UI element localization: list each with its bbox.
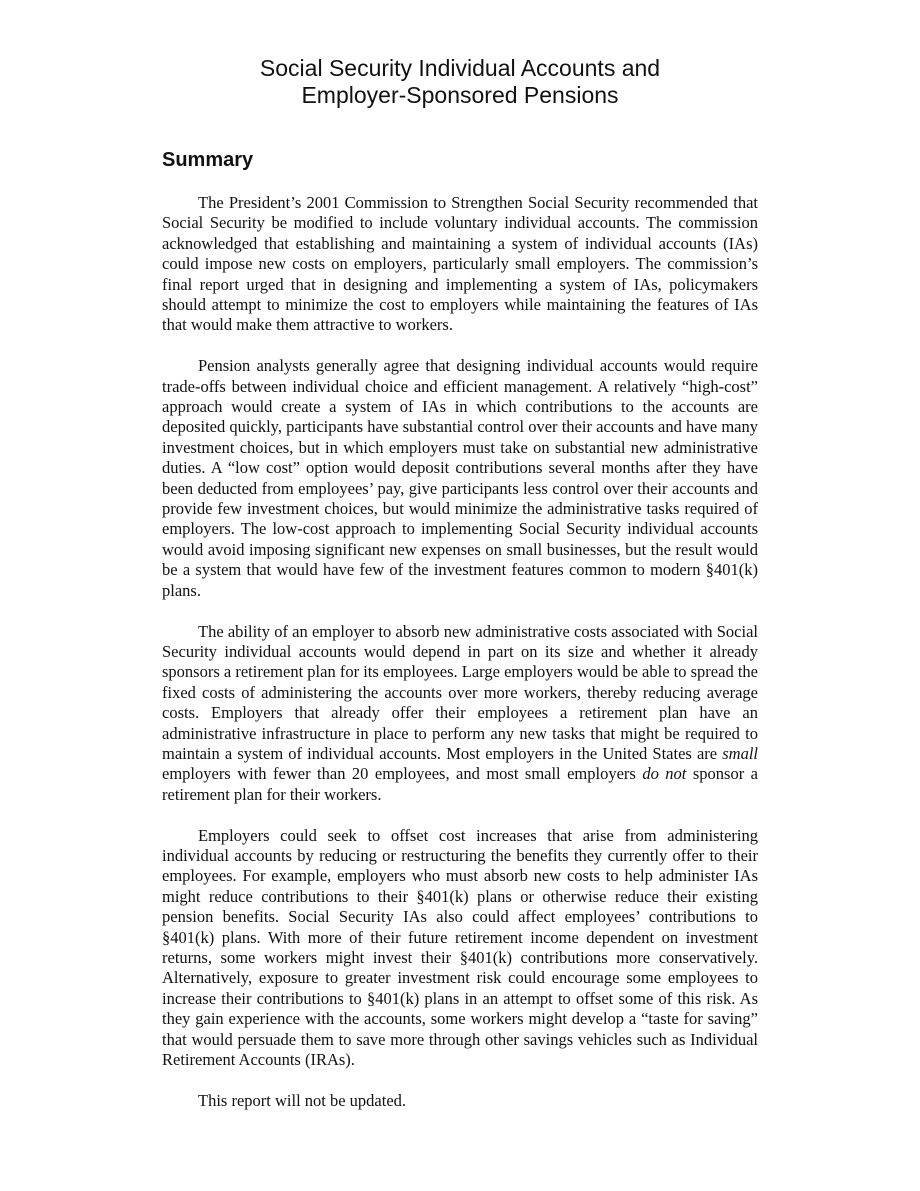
summary-paragraph-5: This report will not be updated.: [198, 1090, 407, 1110]
summary-paragraph-3: [162, 622, 758, 806]
section-heading-summary: Summary: [162, 149, 254, 171]
document-title: [140, 55, 780, 109]
summary-body: [162, 193, 758, 1132]
emphasis-small: small: [722, 743, 758, 763]
summary-paragraph-1: The President’s 2001 Commission to Strengthen Social Security recommended that Social Security be modified to include voluntary individual accounts. The commission acknowledged that establishing and maintaining a system of individual accounts (IAs) could impose new costs on employers, particularly small employers. The commission’s final report urged that in designing and implementing a system of IAs, policymakers should attempt to minimize the cost to employers while maintaining the features of IAs that would make them attractive to workers.: [162, 193, 758, 335]
paragraph-3-text-part-1: The ability of an employer to absorb new administrative costs associated with Social Security individual accounts would depend in part on its size and whether it already sponsors a retirement plan for its employees. Large employers would be able to spread the fixed costs of administering the accounts over more workers, thereby reducing average costs. Employers that already offer their employees a retirement plan have an administrative infrastructure in place to perform any new tasks that might be required to maintain a system of individual accounts. Most employers in the United States are: [162, 621, 758, 763]
summary-paragraph-4: Employers could seek to offset cost increases that arise from administering individual accounts by reducing or restructuring the benefits they currently offer to their employees. For example, employers who must absorb new costs to help administer IAs might reduce contributions to their §401(k) plans or otherwise reduce their existing pension benefits. Social Security IAs also could affect employees’ contributions to §401(k) plans. With more of their future retirement income dependent on investment returns, some workers might invest their §401(k) contributions more conservatively. Alternatively, exposure to greater investment risk could encourage some employees to increase their contributions to §401(k) plans in an attempt to offset some of this risk. As they gain experience with the accounts, some workers might develop a “taste for saving” that would persuade them to save more through other savings vehicles such as Individual Retirement Accounts (IRAs).: [162, 825, 758, 1070]
emphasis-do-not: do not: [642, 764, 687, 784]
document-title-line-1: Social Security Individual Accounts and: [259, 55, 661, 81]
paragraph-3-text-part-2: employers with fewer than 20 employees, and most small employers: [162, 764, 643, 784]
summary-paragraph-2: Pension analysts generally agree that designing individual accounts would require trade-offs between individual choice and efficient management. A relatively “high-cost” approach would create a system of IAs in which contributions to the accounts are deposited quickly, participants have substantial control over their accounts and have many investment choices, but in which employers must take on substantial new administrative duties. A “low cost” option would deposit contributions several months after they have been deducted from employees’ pay, give participants less control over their accounts and provide few investment choices, but would minimize the administrative tasks required of employers. The low-cost approach to implementing Social Security individual accounts would avoid imposing significant new expenses on small businesses, but the result would be a system that would have few of the investment features common to modern §401(k) plans.: [162, 356, 758, 600]
paragraph-3-text-part-3: sponsor a retirement plan for their workers.: [162, 764, 758, 804]
document-title-line-2: Employer-Sponsored Pensions: [301, 82, 619, 108]
